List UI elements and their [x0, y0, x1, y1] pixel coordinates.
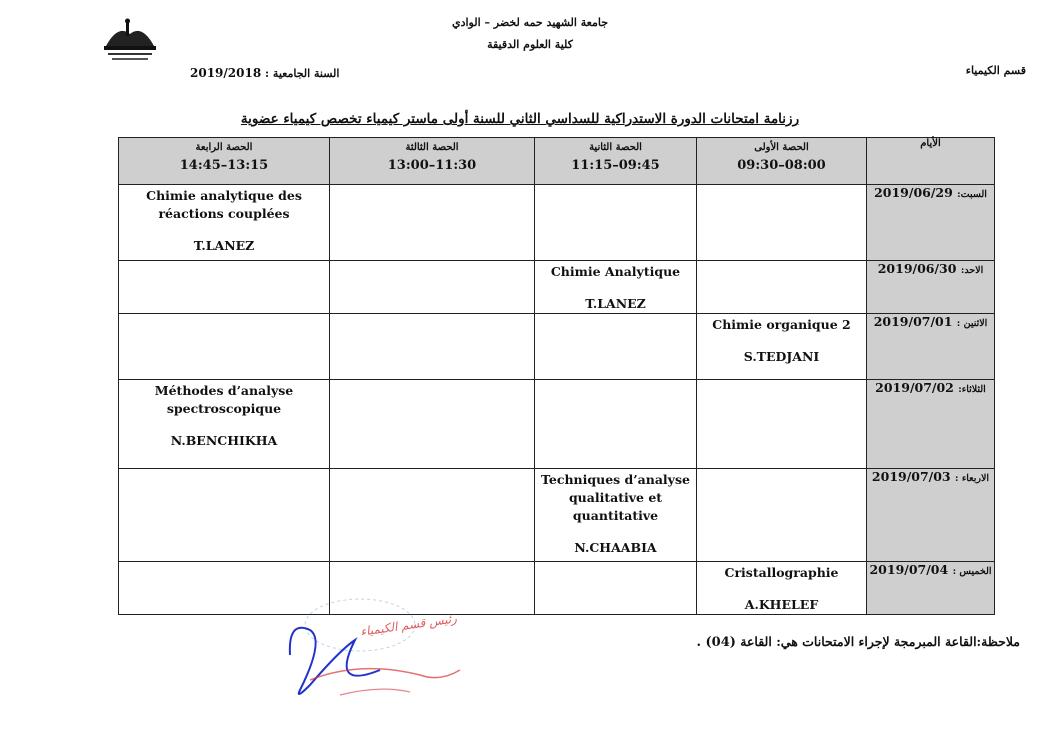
- exam-schedule-table: [118, 137, 995, 615]
- table-row: [119, 261, 995, 314]
- table-row: [119, 469, 995, 562]
- academic-year: [190, 66, 339, 80]
- day-cell: الخميس : 2019/07/04: [867, 562, 995, 615]
- table-row: [119, 185, 995, 261]
- room-number: (04) .: [696, 635, 736, 650]
- university-logo: [98, 16, 162, 64]
- exam-cell: [330, 185, 535, 261]
- exam-cell: Méthodes d’analyse spectroscopique N.BENCHIKHA: [119, 380, 330, 469]
- exam-cell: [535, 314, 697, 380]
- exam-cell: [330, 469, 535, 562]
- session-3-header: الحصة الثالثة 13:00–11:30: [330, 138, 535, 185]
- exam-cell: [119, 314, 330, 380]
- exam-cell: [535, 380, 697, 469]
- exam-cell: Techniques d’analyse qualitative et quantitative N.CHAABIA: [535, 469, 697, 562]
- days-header: الأيام: [867, 138, 995, 185]
- exam-cell: [330, 314, 535, 380]
- day-cell: السبت: 2019/06/29: [867, 185, 995, 261]
- exam-cell: [697, 380, 867, 469]
- exam-cell: [697, 261, 867, 314]
- department-name: قسم الكيمياء: [965, 64, 1026, 77]
- exam-cell: [119, 261, 330, 314]
- day-cell: الاربعاء : 2019/07/03: [867, 469, 995, 562]
- day-cell: الثلاثاء: 2019/07/02: [867, 380, 995, 469]
- table-row: [119, 562, 995, 615]
- university-name: جامعة الشهيد حمه لخضر – الوادي: [451, 16, 609, 29]
- session-2-header: الحصة الثانية 11:15–09:45: [535, 138, 697, 185]
- academic-year-value: 2019/2018: [190, 66, 262, 80]
- room-note-text: ملاحظة:القاعة المبرمجة لإجراء الامتحانات هي: القاعة: [740, 634, 1020, 649]
- table-row: [119, 380, 995, 469]
- exam-cell: [697, 185, 867, 261]
- exam-cell: [330, 380, 535, 469]
- day-cell: الاثنين : 2019/07/01: [867, 314, 995, 380]
- exam-cell: [119, 469, 330, 562]
- day-cell: الاحد: 2019/06/30: [867, 261, 995, 314]
- exam-cell: Chimie organique 2 S.TEDJANI: [697, 314, 867, 380]
- signature-title: رئيس قسم الكيمياء: [359, 611, 458, 639]
- exam-cell: Chimie Analytique T.LANEZ: [535, 261, 697, 314]
- session-4-header: الحصة الرابعة 14:45–13:15: [119, 138, 330, 185]
- exam-cell: [535, 185, 697, 261]
- session-1-header: الحصة الأولى 09:30–08:00: [697, 138, 867, 185]
- faculty-name: كلية العلوم الدقيقة: [487, 38, 573, 51]
- exam-cell: Chimie analytique des réactions couplées T.LANEZ: [119, 185, 330, 261]
- table-row: [119, 314, 995, 380]
- table-header-row: [119, 138, 995, 185]
- academic-year-label: السنة الجامعية :: [265, 67, 340, 80]
- document-title: رزنامة امتحانات الدورة الاستدراكية للسداسي الثاني للسنة أولى ماستر كيمياء تخصص كيمياء عضوية: [240, 111, 800, 127]
- room-note: [696, 634, 1020, 650]
- exam-cell: [697, 469, 867, 562]
- exam-cell: [535, 562, 697, 615]
- exam-cell: [330, 261, 535, 314]
- exam-cell: Cristallographie A.KHELEF: [697, 562, 867, 615]
- signature-icon: [270, 600, 470, 710]
